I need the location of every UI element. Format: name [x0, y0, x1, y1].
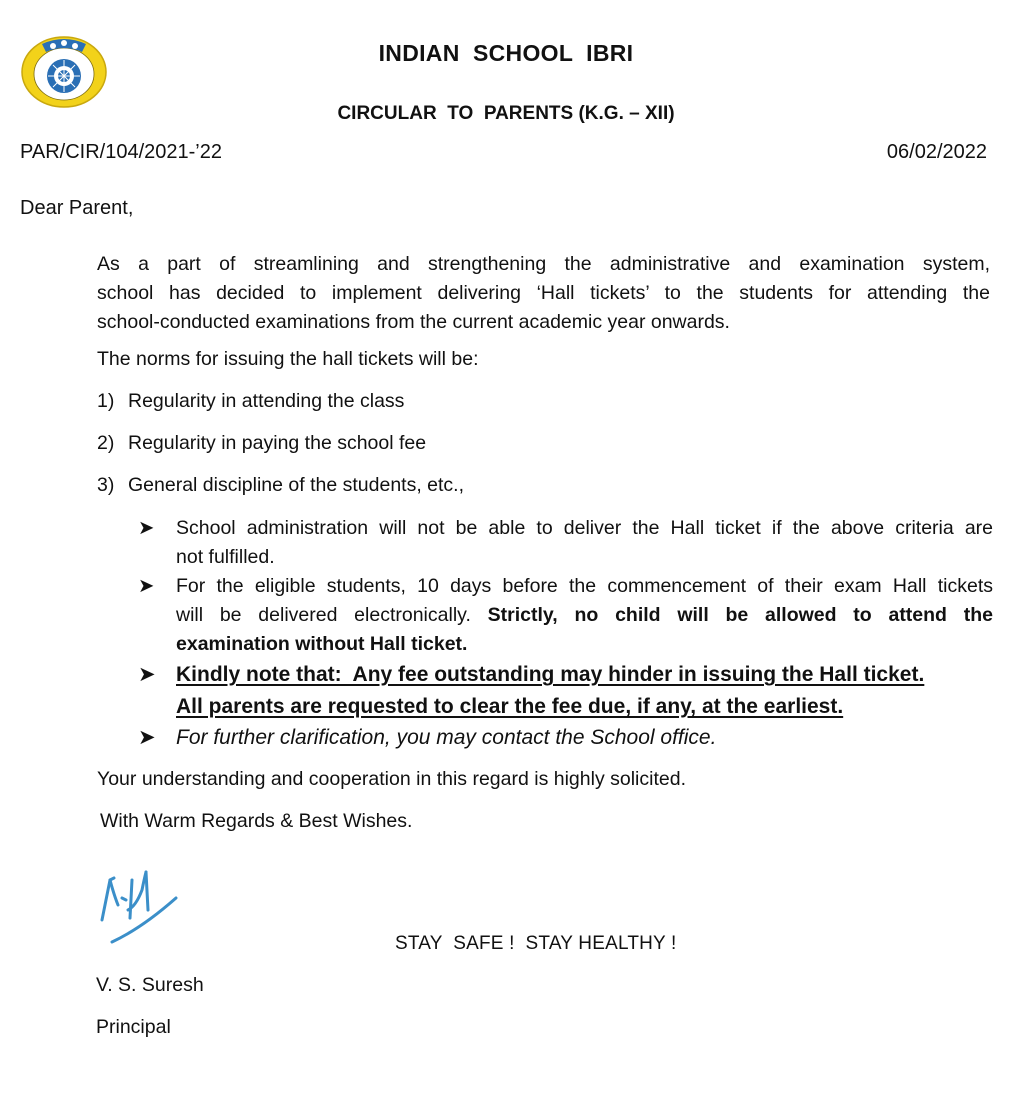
bullet-emphasis-line: All parents are requested to clear the fee due, if any, at the earliest.: [176, 695, 844, 718]
intro-line: As a part of streamlining and strengthening the administrative and examination system,: [97, 253, 990, 275]
arrow-bullet-icon: ➤: [138, 575, 155, 597]
stay-safe-text: STAY SAFE ! STAY HEALTHY !: [395, 933, 677, 954]
circular-reference: PAR/CIR/104/2021-’22: [20, 141, 222, 163]
bullet-bold-text: Strictly, no child will be allowed to attend the: [487, 604, 993, 626]
bullet-item: [138, 572, 993, 659]
closing-text: Your understanding and cooperation in this regard is highly solicited.: [97, 768, 686, 790]
norm-item: [97, 432, 426, 455]
bullet-item: [138, 659, 993, 723]
bullet-item: [138, 514, 993, 572]
norm-item: [97, 474, 464, 497]
intro-paragraph: [97, 250, 990, 337]
intro-line: school has decided to implement delivering ‘Hall tickets’ to the students for attending the: [97, 282, 990, 304]
bullet-line: not fulfilled.: [176, 546, 275, 568]
bullet-emphasis-line: Kindly note that: Any fee outstanding may hinder in issuing the Hall ticket.: [176, 663, 925, 686]
norm-number: 3): [97, 474, 115, 496]
bullet-line: For the eligible students, 10 days before the commencement of their exam Hall tickets: [176, 575, 993, 597]
arrow-bullet-icon: ➤: [138, 517, 155, 539]
bullet-line: School administration will not be able to deliver the Hall ticket if the above criteria are: [176, 517, 993, 539]
bullet-italic-text: For further clarification, you may contact the School office.: [176, 726, 717, 749]
norm-text: Regularity in attending the class: [128, 390, 405, 412]
norm-number: 2): [97, 432, 115, 454]
bullet-item: [138, 723, 993, 753]
circular-date: 06/02/2022: [886, 141, 987, 163]
norm-text: Regularity in paying the school fee: [128, 432, 427, 454]
signatory-role: Principal: [96, 1016, 171, 1038]
salutation: Dear Parent,: [20, 197, 134, 219]
arrow-bullet-icon: ➤: [138, 663, 156, 686]
circular-title: CIRCULAR TO PARENTS (K.G. – XII): [337, 103, 675, 124]
bullet-text: will be delivered electronically.: [176, 604, 471, 626]
signatory-name: V. S. Suresh: [96, 974, 204, 996]
norms-intro: The norms for issuing the hall tickets will be:: [97, 348, 479, 370]
norm-item: [97, 390, 404, 413]
bullet-line: [176, 601, 993, 630]
bullet-bold-text: examination without Hall ticket.: [176, 633, 468, 655]
intro-line: school-conducted examinations from the current academic year onwards.: [97, 311, 730, 333]
signature-icon: [92, 850, 187, 950]
regards-text: With Warm Regards & Best Wishes.: [100, 810, 413, 832]
norm-number: 1): [97, 390, 115, 412]
school-name: INDIAN SCHOOL IBRI: [378, 40, 634, 66]
arrow-bullet-icon: ➤: [138, 726, 156, 749]
norm-text: General discipline of the students, etc.,: [128, 474, 465, 496]
